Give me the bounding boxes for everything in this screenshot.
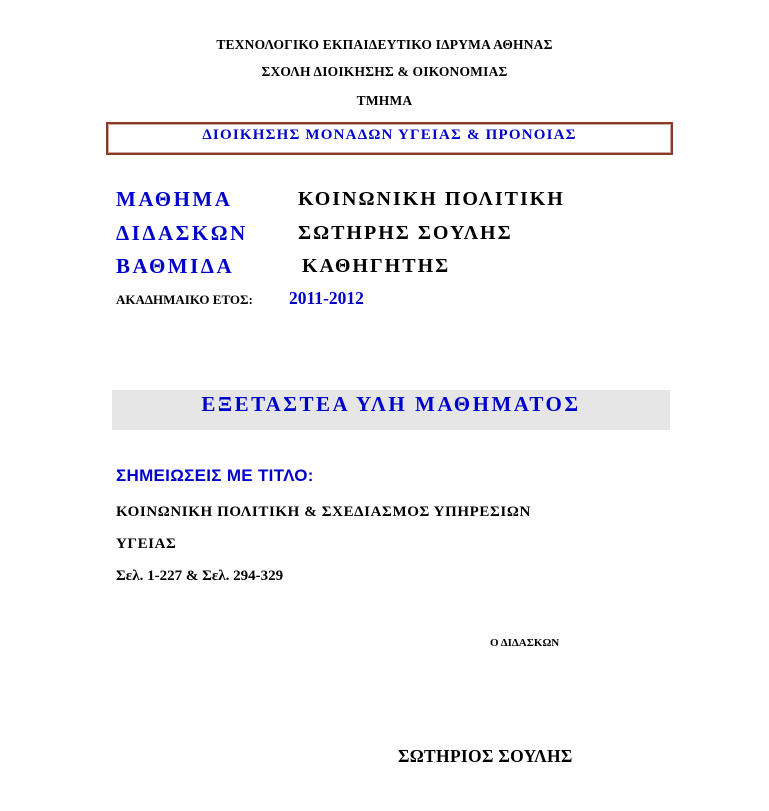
instructor-signature-label: Ο ΔΙΔΑΣΚΩΝ bbox=[490, 637, 560, 649]
exam-title: ΕΞΕΤΑΣΤΕΑ ΥΛΗ ΜΑΘΗΜΑΤΟΣ bbox=[201, 392, 581, 416]
academic-year-label: ΑΚΑΔΗΜΑΙΚΟ ΕΤΟΣ: bbox=[116, 292, 253, 307]
course-value: ΚΟΙΝΩΝΙΚΗ ΠΟΛΙΤΙΚΗ bbox=[298, 188, 565, 210]
notes-pages: Σελ. 1-227 & Σελ. 294-329 bbox=[116, 568, 284, 584]
department-name: ΔΙΟΙΚΗΣΗΣ ΜΟΝΑΔΩΝ ΥΓΕΙΑΣ & ΠΡΟΝΟΙΑΣ bbox=[202, 127, 577, 143]
institution-name: ΤΕΧΝΟΛΟΓΙΚΟ ΕΚΠΑΙΔΕΥΤΙΚΟ ΙΔΡΥΜΑ ΑΘΗΝΑΣ bbox=[216, 37, 553, 52]
notes-heading: ΣΗΜΕΙΩΣΕΙΣ ΜΕ ΤΙΤΛΟ: bbox=[116, 466, 314, 485]
academic-year-value: 2011-2012 bbox=[289, 288, 364, 308]
rank-label: ΒΑΘΜΙΔΑ bbox=[116, 254, 235, 278]
notes-title-line-1: ΚΟΙΝΩΝΙΚΗ ΠΟΛΙΤΙΚΗ & ΣΧΕΔΙΑΣΜΟΣ ΥΠΗΡΕΣΙΩΝ bbox=[116, 504, 531, 520]
school-name: ΣΧΟΛΗ ΔΙΟΙΚΗΣΗΣ & ΟΙΚΟΝΟΜΙΑΣ bbox=[261, 64, 508, 79]
section-heading: ΤΜΗΜΑ bbox=[356, 93, 413, 108]
instructor-label: ΔΙΔΑΣΚΩΝ bbox=[116, 221, 248, 245]
instructor-signature-name: ΣΩΤΗΡΙΟΣ ΣΟΥΛΗΣ bbox=[398, 746, 573, 766]
rank-value: ΚΑΘΗΓΗΤΗΣ bbox=[302, 255, 451, 277]
course-label: ΜΑΘΗΜΑ bbox=[116, 187, 233, 211]
instructor-value: ΣΩΤΗΡΗΣ ΣΟΥΛΗΣ bbox=[298, 222, 513, 244]
notes-title-line-2: ΥΓΕΙΑΣ bbox=[116, 536, 177, 552]
